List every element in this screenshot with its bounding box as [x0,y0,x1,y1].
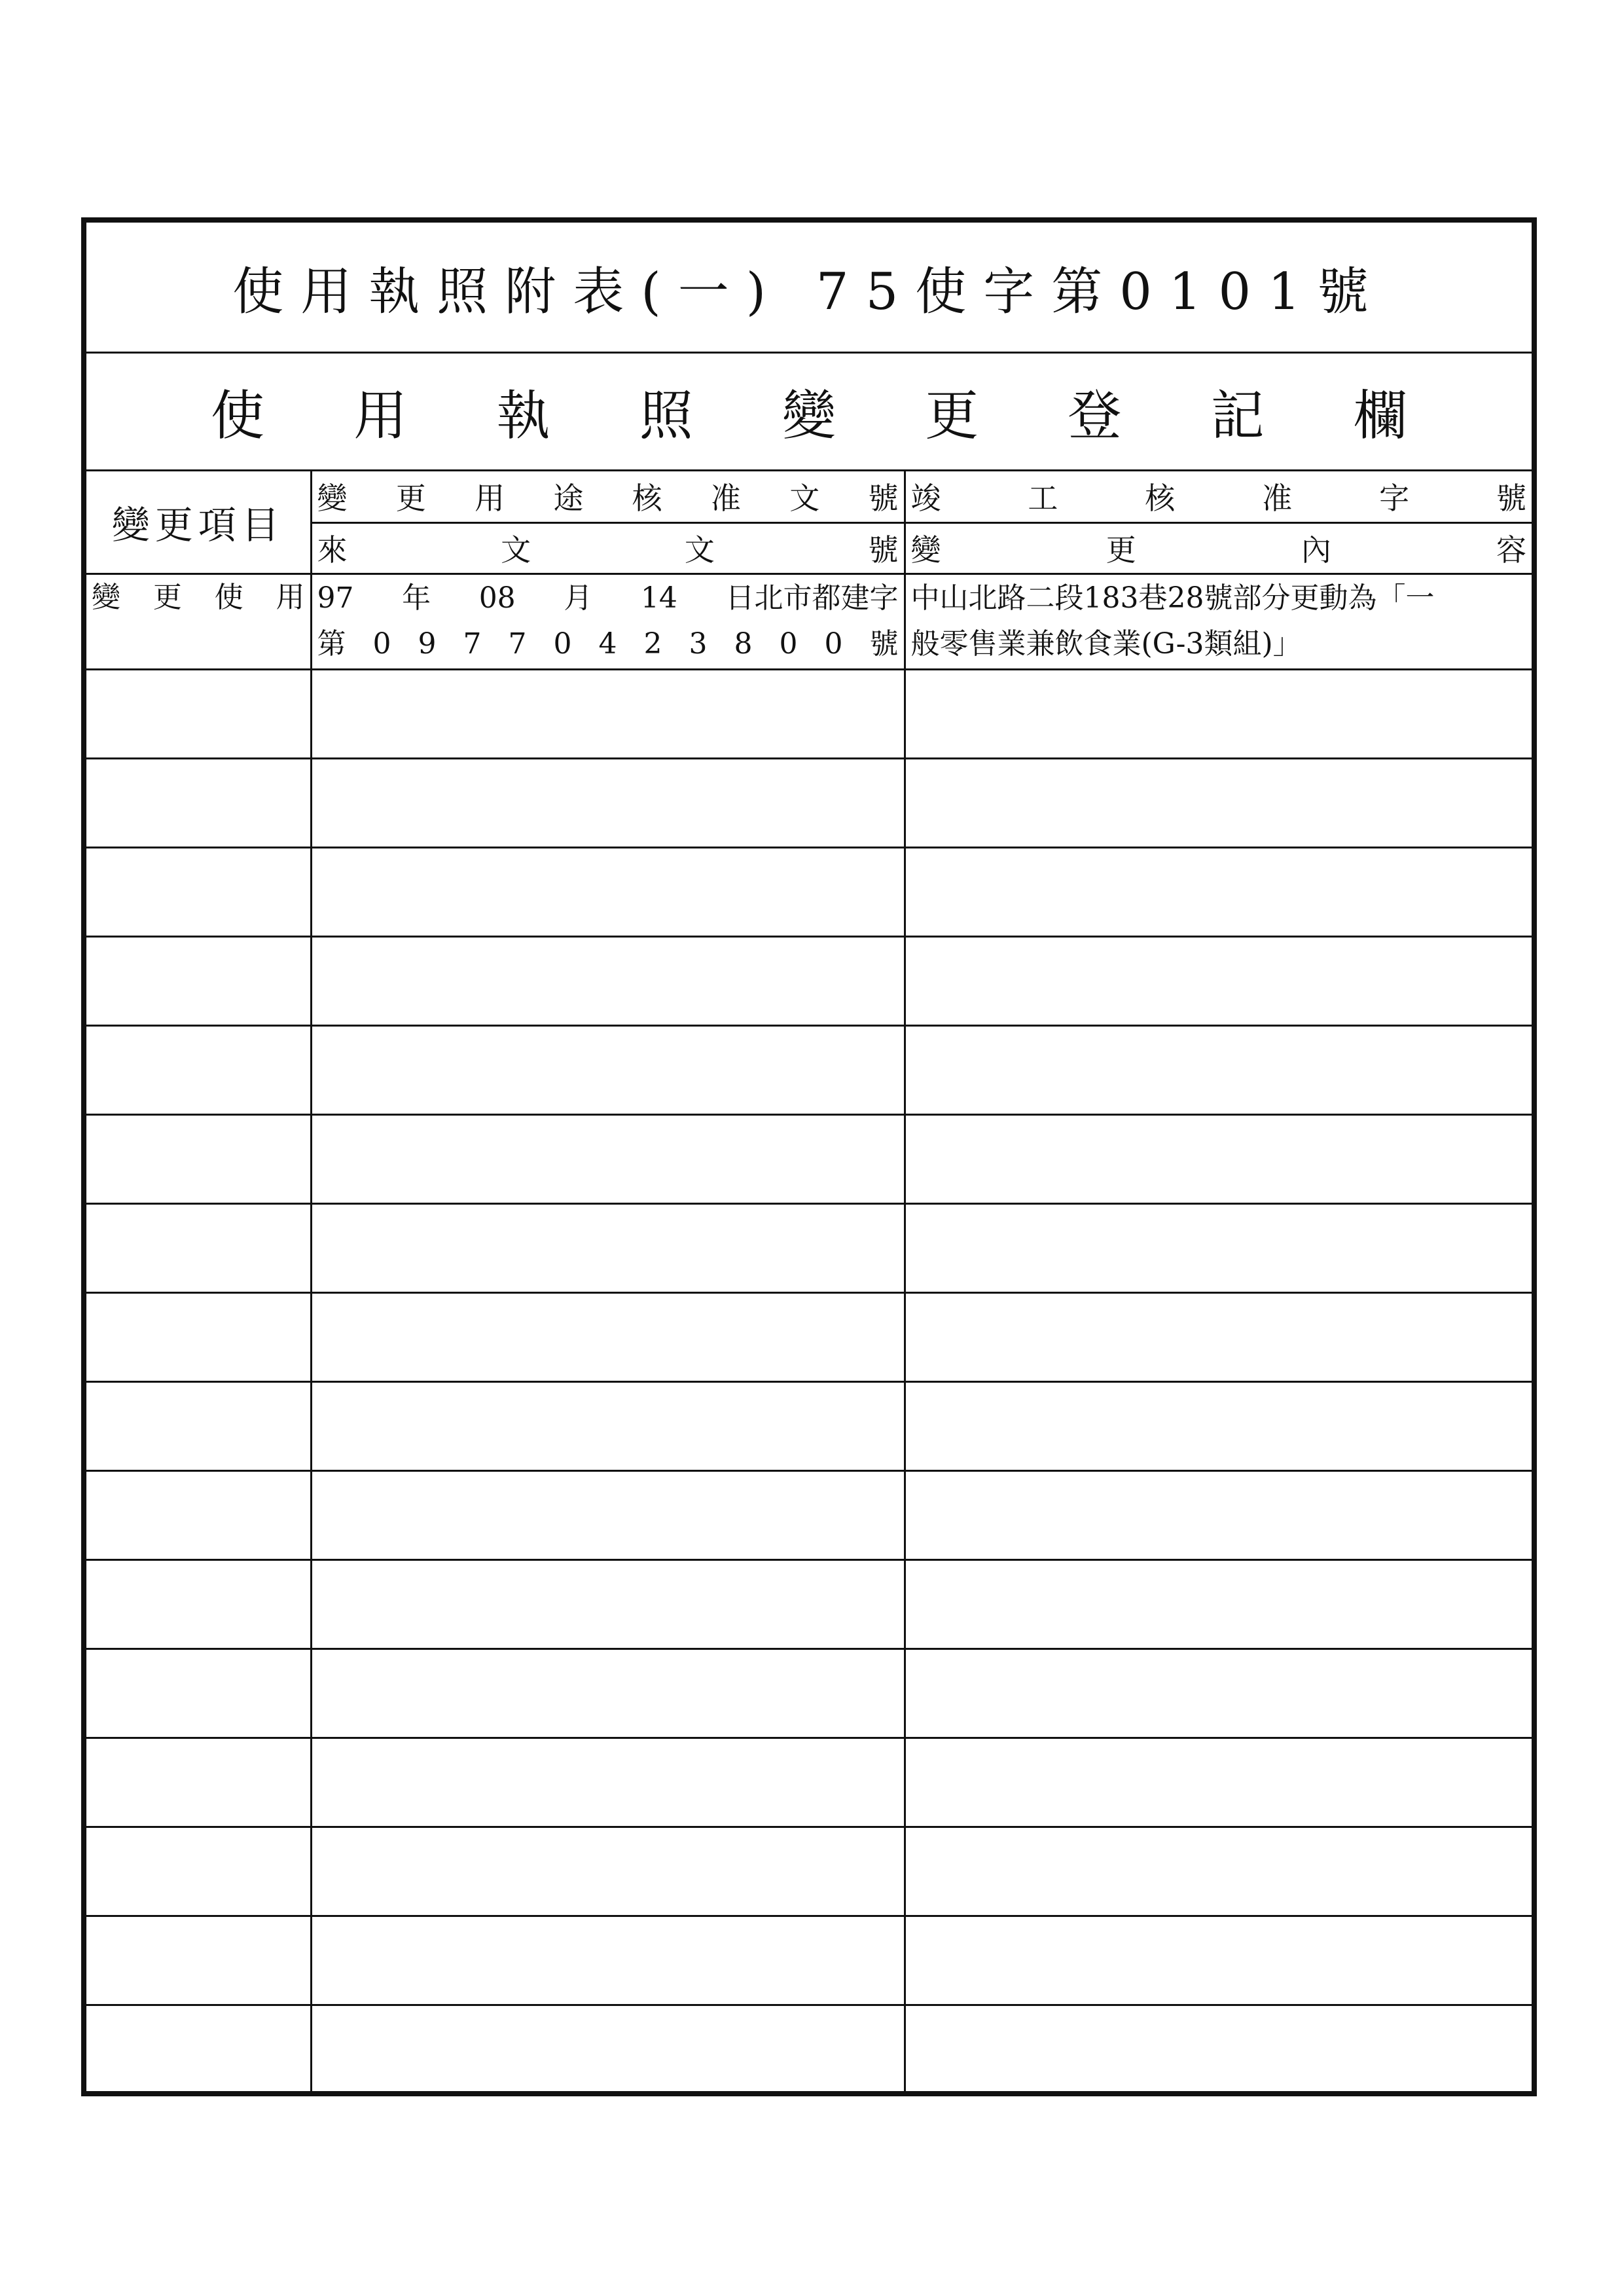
blank-table-row [86,847,1532,936]
blank-cell [905,2005,1532,2094]
approval-doc-line-2-char: 2 [643,627,662,661]
blank-cell [905,1649,1532,1738]
blank-cell [86,1114,311,1203]
blank-table-row [86,936,1532,1025]
approval-doc-line-1-char: 14 [640,581,677,615]
blank-table-row [86,1738,1532,1827]
blank-cell [311,1292,905,1381]
approval-doc-line-2-char: 9 [418,627,437,661]
approval-doc-header [311,471,905,522]
approval-doc-header-char: 用 [475,481,505,517]
blank-cell [86,1827,311,1916]
incoming-doc-header-char: 文 [501,532,531,568]
blank-cell [905,758,1532,847]
blank-cell [86,1292,311,1381]
item-header: 變更項目 [86,471,311,574]
blank-cell [311,1025,905,1114]
blank-table-row [86,2005,1532,2094]
incoming-doc-header-text [317,526,899,570]
approval-doc-line-1-char: 年 [402,581,431,615]
incoming-doc-header-char: 號 [868,532,899,568]
section-heading [211,354,1407,469]
completion-no-header-char: 核 [1145,481,1176,517]
change-content-cell [905,574,1532,669]
blank-cell [86,847,311,936]
blank-cell [86,758,311,847]
blank-table-row [86,1827,1532,1916]
blank-cell [86,1381,311,1470]
blank-cell [905,1916,1532,2005]
blank-table-row [86,1381,1532,1470]
change-item-char: 使 [214,580,243,614]
license-appendix-form [81,217,1537,2096]
blank-cell [311,1916,905,2005]
change-content-header-text [911,526,1527,570]
blank-cell [311,1470,905,1559]
change-item [92,575,305,621]
blank-table-row [86,1916,1532,2005]
completion-no-header-char: 號 [1496,481,1526,517]
approval-doc-line-2-char: 0 [553,627,572,661]
blank-cell [905,847,1532,936]
blank-table-row [86,1203,1532,1292]
blank-cell [905,1827,1532,1916]
blank-table-row [86,1470,1532,1559]
change-content-header-char: 容 [1496,532,1526,568]
blank-table-row [86,1559,1532,1649]
blank-cell [86,1559,311,1649]
blank-cell [311,1203,905,1292]
blank-cell [311,1559,905,1649]
blank-cell [905,1025,1532,1114]
section-heading-char: 照 [639,385,693,447]
blank-cell [311,936,905,1025]
change-item-cell [86,574,311,669]
blank-cell [311,1827,905,1916]
blank-cell [311,1381,905,1470]
section-heading-char: 登 [1068,385,1122,447]
blank-cell [905,1292,1532,1381]
blank-cell [86,1470,311,1559]
change-content-header-char: 更 [1106,532,1136,568]
change-item-char: 更 [153,580,182,614]
blank-cell [905,1738,1532,1827]
approval-doc-line-2-char: 3 [689,627,708,661]
completion-no-header-text [911,475,1527,518]
approval-doc-line-2-char: 0 [372,627,391,661]
approval-doc-header-char: 變 [317,481,348,517]
approval-doc-line-2-char: 0 [824,627,843,661]
section-heading-char: 使 [211,385,265,447]
form-title: 使用執照附表(一) 75使字第0101號 [232,262,1386,321]
blank-table-row [86,1114,1532,1203]
section-heading-char: 執 [496,385,550,447]
approval-doc-line-1-char: 08 [478,581,516,615]
completion-no-header-char: 竣 [910,481,941,517]
approval-doc-line-1-char: 97 [317,581,354,615]
section-heading-char: 更 [925,385,979,447]
blank-cell [86,1649,311,1738]
blank-cell [86,669,311,758]
change-item-char: 用 [276,580,305,614]
approval-doc-header-char: 核 [632,481,662,517]
incoming-doc-header-char: 文 [684,532,715,568]
blank-cell [311,1114,905,1203]
approval-doc-header-text [317,475,899,518]
blank-cell [86,936,311,1025]
section-heading-char: 記 [1210,385,1265,447]
blank-cell [905,1203,1532,1292]
blank-cell [311,2005,905,2094]
approval-doc-cell [311,574,905,669]
section-heading-char: 欄 [1353,385,1407,447]
approval-doc-header-char: 途 [553,481,584,517]
approval-doc-line-2-char: 7 [508,627,527,661]
blank-table-row [86,758,1532,847]
blank-table-row [86,1292,1532,1381]
approval-doc-line-1-char: 日北市都建字 [725,581,899,615]
approval-doc-line-2-char: 第 [317,627,346,661]
approval-doc-header-char: 更 [395,481,426,517]
blank-cell [905,1114,1532,1203]
completion-no-header-char: 准 [1262,481,1293,517]
blank-cell [86,1203,311,1292]
blank-table-row [86,669,1532,758]
blank-cell [86,2005,311,2094]
blank-cell [905,936,1532,1025]
approval-doc-line-2-char: 號 [869,627,899,661]
approval-doc-line-2-char: 0 [779,627,798,661]
approval-doc-line-2 [317,621,899,667]
completion-no-header-char: 工 [1028,481,1058,517]
section-heading-char: 用 [353,385,408,447]
section-heading-char: 變 [782,385,836,447]
change-content-line-2: 般零售業兼飲食業(G-3類組)」 [910,627,1302,661]
completion-no-header [905,471,1532,522]
change-content-line-1: 中山北路二段183巷28號部分更動為「一 [910,581,1435,615]
change-content-header-char: 變 [910,532,941,568]
approval-doc-header-char: 准 [710,481,741,517]
blank-table-row [86,1649,1532,1738]
blank-cell [311,758,905,847]
blank-cell [86,1738,311,1827]
blank-table-row [86,1025,1532,1114]
blank-cell [905,1470,1532,1559]
approval-doc-header-char: 號 [868,481,899,517]
blank-cell [905,1559,1532,1649]
approval-doc-line-1 [317,575,899,621]
approval-doc-line-2-char: 8 [734,627,753,661]
incoming-doc-header-char: 來 [317,532,348,568]
approval-doc-header-char: 文 [789,481,820,517]
form-title-row [86,223,1532,354]
approval-doc-line-2-char: 4 [598,627,617,661]
table-row [86,574,1532,669]
change-register-table [86,471,1532,2094]
approval-doc-line-2-char: 7 [463,627,482,661]
blank-cell [311,1649,905,1738]
completion-no-header-char: 字 [1379,481,1410,517]
change-item-char: 變 [92,580,120,614]
change-content-header [905,522,1532,574]
header-row-1 [86,471,1532,522]
change-content-header-char: 內 [1301,532,1331,568]
blank-cell [905,669,1532,758]
blank-cell [311,669,905,758]
blank-cell [86,1916,311,2005]
approval-doc-line-1-char: 月 [564,581,593,615]
section-heading-row [86,354,1532,471]
incoming-doc-header [311,522,905,574]
blank-cell [86,1025,311,1114]
blank-cell [311,847,905,936]
blank-cell [311,1738,905,1827]
blank-cell [905,1381,1532,1470]
